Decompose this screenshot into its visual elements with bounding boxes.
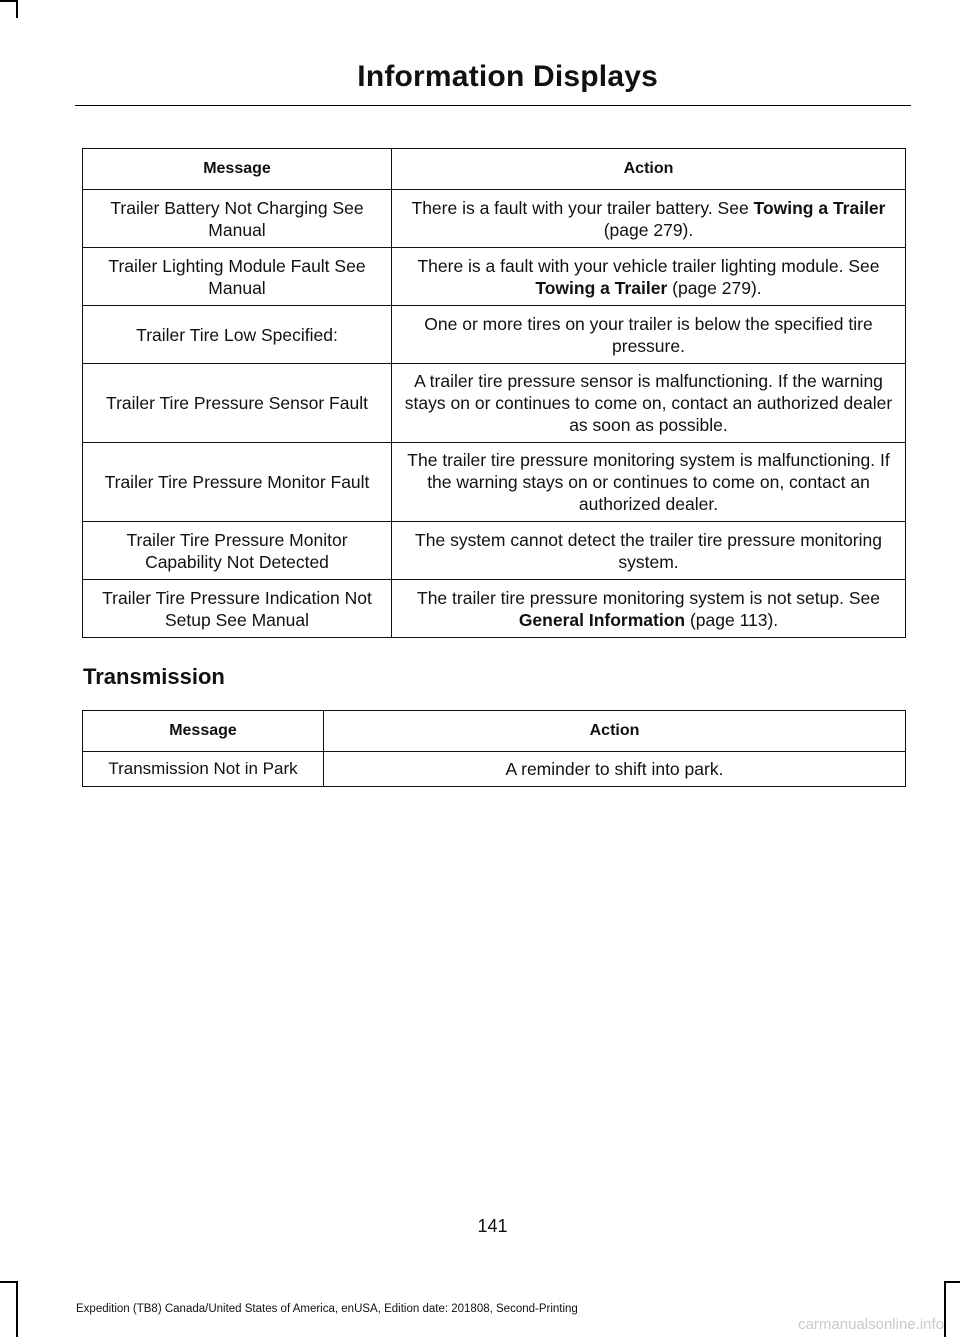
footer-edition-info: Expedition (TB8) Canada/United States of America, enUSA, Edition date: 201808, Second-Printing [76,1303,578,1315]
action-cell: A trailer tire pressure sensor is malfunctioning. If the warning stays on or continues to come on, contact an authorized dealer as soon as possible. [392,364,906,443]
crop-mark-top-left [0,0,16,2]
action-cell: One or more tires on your trailer is below the specified tire pressure. [392,306,906,364]
message-cell: Trailer Tire Pressure Monitor Capability Not Detected [83,522,392,580]
table-row [83,190,906,248]
column-header-message: Message [83,711,324,752]
column-header-action: Action [324,711,906,752]
message-cell: Transmission Not in Park [83,752,324,787]
action-cell: There is a fault with your trailer battery. See Towing a Trailer (page 279). [392,190,906,248]
column-header-message: Message [83,149,392,190]
crop-mark-bottom-right [944,1281,946,1337]
table-row [83,306,906,364]
cross-reference-link: General Information [518,609,686,630]
table-row [83,522,906,580]
crop-mark-top-left [16,0,18,18]
crop-mark-bottom-left [16,1281,18,1337]
column-header-action: Action [392,149,906,190]
action-cell: The trailer tire pressure monitoring system is malfunctioning. If the warning stays on or continues to come on, contact an authorized dealer. [392,443,906,522]
page-number: 141 [477,1216,508,1236]
message-cell: Trailer Lighting Module Fault See Manual [83,248,392,306]
action-cell: A reminder to shift into park. [324,752,906,787]
message-cell: Trailer Tire Pressure Sensor Fault [83,364,392,443]
table-header-row [83,711,906,752]
page-title: Information Displays [357,60,658,93]
action-cell: There is a fault with your vehicle trailer lighting module. See Towing a Trailer (page 279). [392,248,906,306]
table-row [83,580,906,638]
crop-mark-bottom-left [0,1281,16,1283]
table-row [83,443,906,522]
table-row [83,364,906,443]
cross-reference-link: Towing a Trailer [535,277,668,298]
cross-reference-link: Towing a Trailer [753,197,886,218]
trailer-messages-table [82,148,906,638]
message-cell: Trailer Tire Low Specified: [83,306,392,364]
crop-mark-bottom-right [944,1281,960,1283]
transmission-messages-table [82,710,906,787]
header-divider [75,105,911,106]
table-header-row [83,149,906,190]
watermark: carmanualsonline.info [798,1316,944,1333]
action-cell: The trailer tire pressure monitoring system is not setup. See General Information (page 113). [392,580,906,638]
message-cell: Trailer Tire Pressure Indication Not Setup See Manual [83,580,392,638]
section-heading-transmission: Transmission [83,664,225,689]
table-row [83,752,906,787]
table-row [83,248,906,306]
message-cell: Trailer Tire Pressure Monitor Fault [83,443,392,522]
message-cell: Trailer Battery Not Charging See Manual [83,190,392,248]
action-cell: The system cannot detect the trailer tire pressure monitoring system. [392,522,906,580]
